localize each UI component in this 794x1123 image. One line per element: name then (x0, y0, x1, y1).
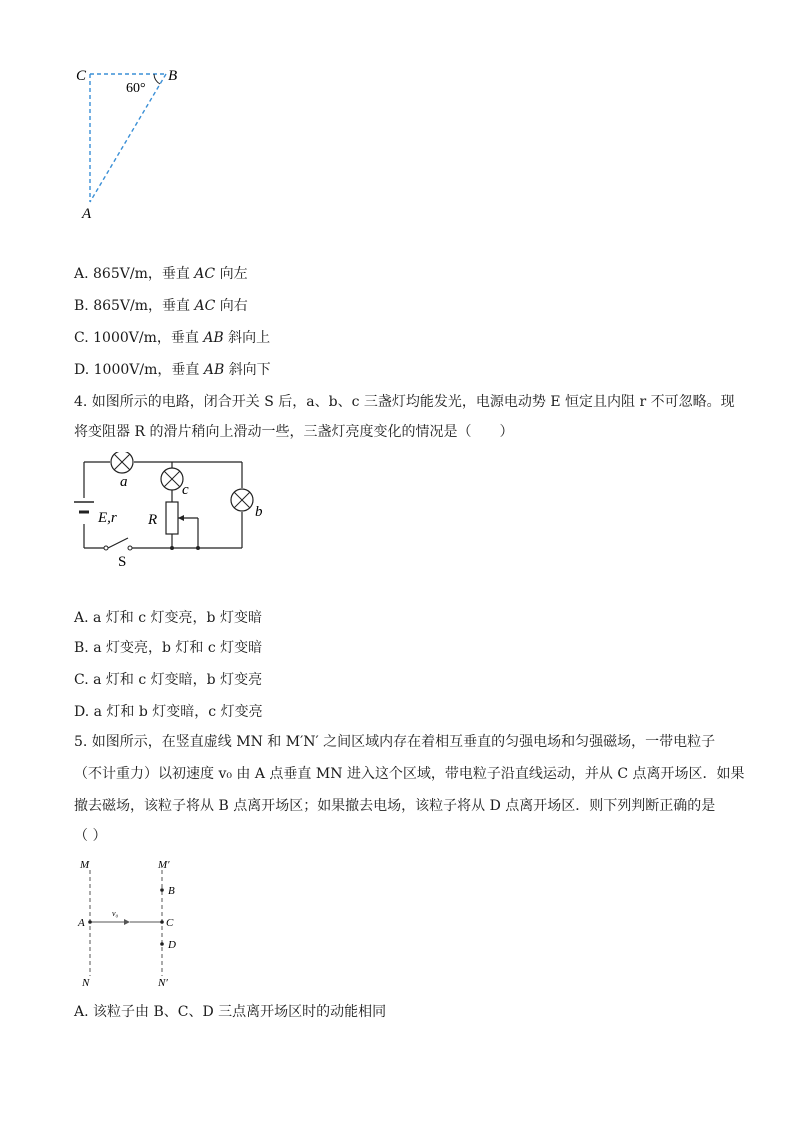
q4-option-b: B. a 灯变亮，b 灯和 c 灯变暗 (74, 640, 263, 656)
triangle-figure (70, 62, 190, 222)
label-b: B (168, 68, 178, 84)
q5-question-line2: （不计重力）以初速度 v₀ 由 A 点垂直 MN 进入这个区域，带电粒子沿直线运动，并从 C 点离开场区．如果 (74, 766, 745, 782)
label-a: A (78, 917, 85, 929)
label-v0: v₀ (112, 909, 119, 918)
q3-option-c: C. 1000V/m，垂直 AB 斜向上 (74, 330, 271, 346)
q4-question-line1: 4. 如图所示的电路，闭合开关 S 后，a、b、c 三盏灯均能发光，电源电动势 E 恒定且内阻 r 不可忽略。现 (74, 394, 735, 410)
label-m: M (80, 859, 90, 871)
label-m-prime: M′ (158, 859, 170, 871)
label-lamp-a: a (120, 474, 128, 490)
point-c (160, 920, 164, 924)
q4-option-a: A. a 灯和 c 灯变亮，b 灯变暗 (74, 610, 262, 626)
q3-option-b: B. 865V/m，垂直 AC 向右 (74, 298, 248, 314)
angle-label: 60° (126, 81, 146, 96)
label-n-prime: N′ (158, 977, 168, 989)
label-n: N (82, 977, 90, 989)
lamp-b-icon (231, 489, 253, 511)
point-a (88, 920, 92, 924)
label-a: A (82, 206, 92, 222)
q5-option-a: A. 该粒子由 B、C、D 三点离开场区时的动能相同 (74, 1004, 387, 1020)
label-c: C (76, 68, 87, 84)
label-lamp-b: b (255, 504, 263, 520)
q5-question-line1: 5. 如图所示，在竖直虚线 MN 和 M′N′ 之间区域内存在着相互垂直的匀强电场和匀强磁场，一带电粒子 (74, 734, 716, 750)
q4-option-c: C. a 灯和 c 灯变暗，b 灯变亮 (74, 672, 263, 688)
label-source: E,r (98, 510, 117, 526)
angle-arc (154, 74, 160, 84)
label-lamp-c: c (182, 482, 189, 498)
label-switch: S (118, 554, 127, 570)
q3-option-a: A. 865V/m，垂直 AC 向左 (74, 266, 248, 282)
q3-option-d: D. 1000V/m，垂直 AB 斜向下 (74, 362, 271, 378)
label-c: C (166, 917, 174, 929)
point-d (160, 942, 164, 946)
point-b (160, 888, 164, 892)
q4-option-d: D. a 灯和 b 灯变暗，c 灯变亮 (74, 704, 263, 720)
circuit-figure (70, 452, 280, 572)
q5-question-line3: 撤去磁场，该粒子将从 B 点离开场区；如果撤去电场，该粒子将从 D 点离开场区．则下列判断正确的是 (74, 798, 716, 814)
resistor (166, 502, 178, 534)
label-b: B (168, 885, 175, 897)
q4-question-line2: 将变阻器 R 的滑片稍向上滑动一些，三盏灯亮度变化的情况是（ ） (74, 424, 514, 440)
label-resistor: R (148, 512, 158, 528)
lamp-c-icon (161, 468, 183, 490)
field-figure (74, 856, 194, 990)
q5-question-line4: （ ） (74, 828, 107, 844)
lamp-a-icon (111, 452, 133, 473)
label-d: D (168, 939, 176, 951)
